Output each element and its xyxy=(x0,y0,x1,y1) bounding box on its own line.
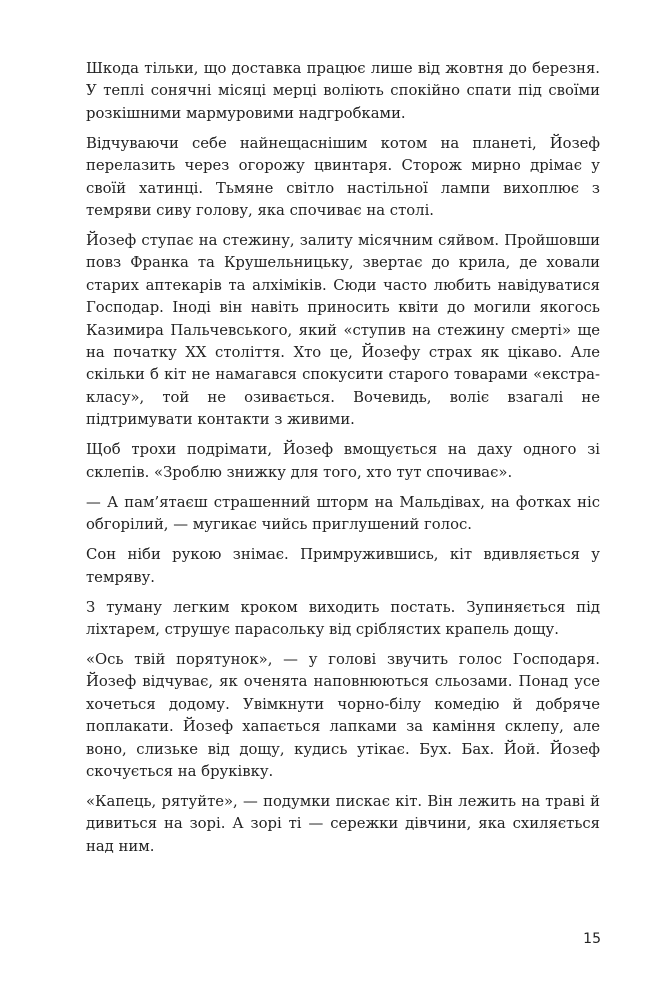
paragraph-7: З туману легким кроком виходить постать. Зупиняється під ліхтарем, струшує парасольку від сріблястих крапель дощу. xyxy=(86,598,600,638)
paragraph-2: Відчуваючи себе найнещаснішим котом на планеті, Йозеф перелазить через огорожу цвинтаря. Сторож мирно дрімає у своїй хатинці. Тьмяне світло настільної лампи вихоплює з темряви сиву голову, яка спочиває на столі. xyxy=(86,134,600,220)
paragraph-3: Йозеф ступає на стежину, залиту місячним сяйвом. Пройшовши повз Франка та Крушельницьку, звертає до крила, де ховали старих аптекарів та алхіміків. Сюди часто любить навідуватися Господар. Іноді він навіть приносить квіти до могили якогось Казимира Пальчевського, який «ступив на стежину смерті» ще на початку XX століття. Хто це, Йозефу страх як цікаво. Але скільки б кіт не намагався спокусити старого товарами «екстра-класу», той не озивається. Вочевидь, воліє взагалі не підтримувати контакти з живими. xyxy=(86,232,600,429)
body-text xyxy=(86,58,600,866)
paragraph-1: Шкода тільки, що доставка працює лише від жовтня до березня. У теплі сонячні місяці мерці воліють спокійно спати під своїми розкішними мармуровими надгробками. xyxy=(86,60,600,122)
paragraph-6: Сон ніби рукою знімає. Примружившись, кіт вдивляється у темряву. xyxy=(86,546,600,586)
paragraph-5: — А пам’ятаєш страшенний шторм на Мальдівах, на фотках ніс обгорілий, — мугикає чийсь приглушений голос. xyxy=(86,493,600,534)
paragraph-8: «Ось твій порятунок», — у голові звучить голос Господаря. Йозеф відчуває, як оченята наповнюються сльозами. Понад усе хочеться додому. Увімкнути чорно-білу комедію й добряче поплакати. Йозеф хапається лапками за каміння склепу, але воно, слизьке від дощу, кудись утікає. Бух. Бах. Йой. Йозеф скочується на бруківку. xyxy=(86,650,600,780)
paragraph-9: «Капець, рятуйте», — подумки пискає кіт. Він лежить на траві й дивиться на зорі. А зорі ті — сережки дівчини, яка схиляється над ним. xyxy=(86,792,600,855)
paragraph-4: Щоб трохи подрімати, Йозеф вмощується на даху одного зі склепів. «Зроблю знижку для того, хто тут спочиває». xyxy=(86,441,600,481)
page-number: 15 xyxy=(583,931,601,947)
